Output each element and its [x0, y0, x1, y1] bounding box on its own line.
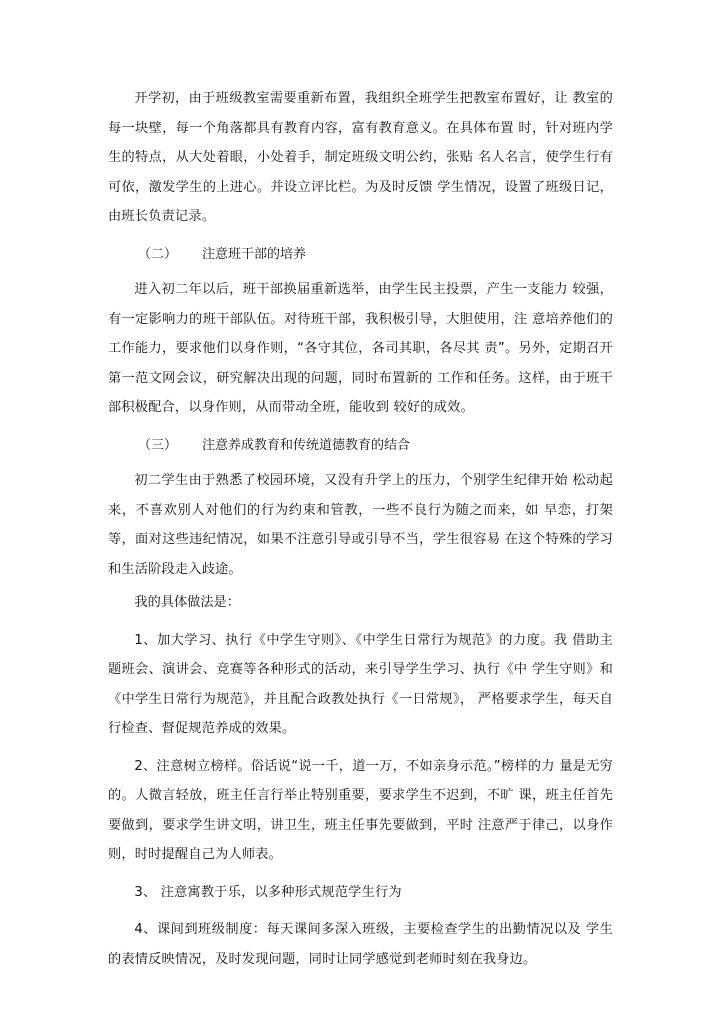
section-number-3: （三） [138, 437, 178, 453]
paragraph-classroom-layout: 开学初，由于班级教室需要重新布置，我组织全班学生把教室布置好，让 教室的每一块壁，每一个角落都具有教育内容，富有教育意义。在具体布置 时，针对班内学生的特点，从大处着眼，小处着手，制定班级文明公约，张贴 名人名言，使学生行有可依，激发学生的上进心。并设立评比栏。为及时反馈 学生情况，设置了班级日记，由班长负责记录。 [108, 91, 613, 224]
paragraph-methods-lead: 我的具体做法是： [134, 595, 240, 610]
paragraph-class-cadres: 进入初二年以后，班干部换届重新选举，由学生民主投票，产生一支能力 较强，有一定影响力的班干部队伍。对待班干部，我积极引导，大胆使用，注 意培养他们的工作能力，要求他们以身作则，“各守其位，各司其职，各尽其 责”。另外，定期召开第一范文网会议，研究解决出现的问题，同时布置新的 工作和任务。这样，由于班干部积极配合，以身作则，从而带动全班，能收到 较好的成效。 [108, 282, 613, 415]
list-item-2: 2、注意树立榜样。俗话说“说一千，道一万，不如亲身示范。”榜样的力 量是无穷的。人微言轻放，班主任言行举止特别重要，要求学生不迟到，不旷 课，班主任首先要做到，要求学生讲文明，讲卫生，班主任事先要做到，平时 注意严于律己，以身作则，时时提醒自己为人师表。 [108, 758, 613, 862]
paragraph-discipline: 初二学生由于熟悉了校园环境，又没有升学上的压力，个别学生纪律开始 松动起来，不喜欢别人对他们的行为约束和管教，一些不良行为随之而来，如 早恋，打架等，面对这些违纪情况，如果不注意引导或引导不当，学生很容易 在这个特殊的学习和生活阶段走入歧途。 [108, 473, 613, 577]
section-title-2: 注意班干部的培养 [202, 246, 307, 262]
document-page [108, 84, 613, 982]
list-item-4: 4、课间到班级制度：每天课间多深入班级，主要检查学生的出勤情况以及 学生的表情反映情况，及时发现问题，同时让同学感觉到老师时刻在我身边。 [108, 922, 613, 967]
section-title-3: 注意养成教育和传统道德教育的结合 [202, 437, 411, 453]
section-number-2: （二） [138, 246, 178, 262]
section-heading-3 [108, 431, 613, 461]
list-item-3: 3、 注意寓教于乐，以多种形式规范学生行为 [134, 884, 402, 900]
section-heading-2 [108, 240, 613, 270]
list-item-1: 1、加大学习、执行《中学生守则》、《中学生日常行为规范》的力度。我 借助主题班会、演讲会、竞赛等各种形式的活动，来引导学生学习、执行《中 学生守则》和《中学生日常行为规范》，并且配合政教处执行《一日常规》， 严格要求学生，每天自行检查、督促规范养成的效果。 [108, 632, 613, 736]
